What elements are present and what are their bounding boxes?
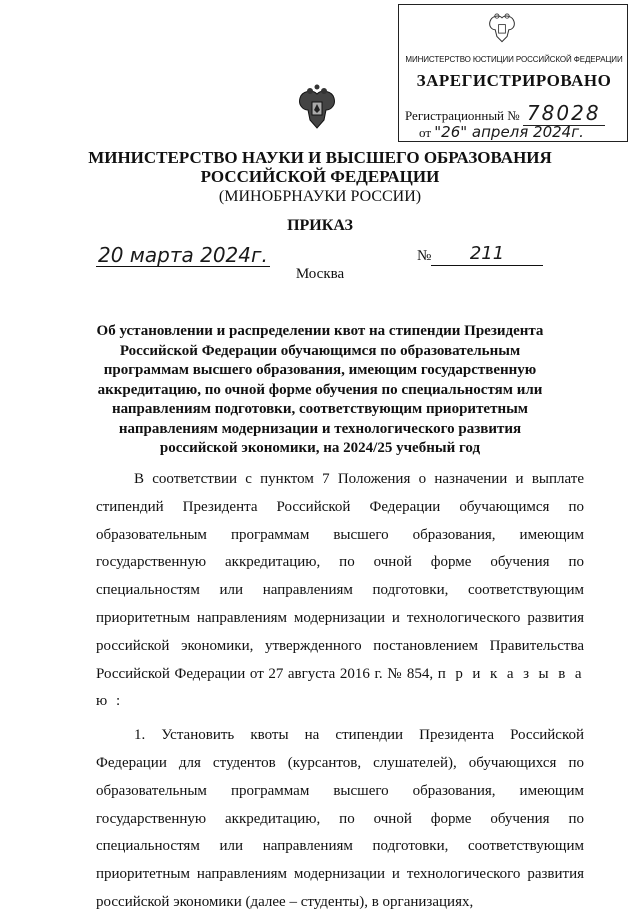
stamp-date-line (405, 123, 584, 141)
ministry-short-name: (МИНОБРНАУКИ РОССИИ) (218, 188, 422, 205)
ministry-title-line2: РОССИЙСКОЙ ФЕДЕРАЦИИ (200, 167, 440, 186)
stamp-reg-label: Регистрационный № (405, 108, 520, 123)
order-number: 211 (431, 243, 543, 266)
body-paragraph-1-text: В соответствии с пунктом 7 Положения о назначении и выплате стипендий Президента Российской Федерации обучающимся по образовательным программам высшего образования, имеющим государственную аккредитацию, по очной форме обучения по специальностям или направлениям подготовки, соответствующим приоритетным направлениям модернизации и технологического развития российской экономики, утвержденного постановлением Правительства Российской Федерации от 27 августа 2016 г. № 854, (96, 471, 584, 682)
stamp-date-value: "26" апреля 2024г. (434, 123, 584, 141)
order-subject: Об установлении и распределении квот на стипендии Президента Российской Федерации обучающимся по образовательным программам высшего образования, имеющим государственную аккредитацию, по очной форме обучения по специальностям или направлениям подготовки, соответствующим приоритетным направлениям модернизации и технологического развития российской экономики, на 2024/25 учебный год (96, 323, 544, 456)
document-type: ПРИКАЗ (287, 217, 353, 234)
stamp-date-prefix: от (419, 125, 432, 140)
coat-of-arms-icon (485, 11, 519, 45)
order-directive: п р и к а з ы в а ю : (96, 665, 585, 710)
stamp-ministry-name: МИНИСТЕРСТВО ЮСТИЦИИ РОССИЙСКОЙ ФЕДЕРАЦИИ (405, 55, 623, 64)
order-date: 20 марта 2024г. (98, 243, 268, 267)
order-body (96, 466, 584, 917)
body-paragraph-1 (96, 466, 584, 716)
body-paragraph-2: 1. Установить квоты на стипендии Президента Российской Федерации для студентов (курсантов, слушателей), обучающихся по образовательным программам высшего образования, имеющим государственную аккредитацию, по очной форме обучения по специальностям или направлениям подготовки, соответствующим приоритетным направлениям модернизации и технологического развития российской экономики (далее – студенты), в организациях, (96, 727, 584, 910)
stamp-reg-number-line (405, 101, 605, 125)
ministry-title-line1: МИНИСТЕРСТВО НАУКИ И ВЫСШЕГО ОБРАЗОВАНИЯ (88, 148, 552, 167)
ministry-title (60, 148, 580, 186)
order-city: Москва (295, 266, 345, 282)
order-number-label: № (417, 248, 432, 264)
coat-of-arms-icon (294, 84, 340, 132)
stamp-reg-number: 78028 (523, 101, 605, 126)
stamp-registered-label: ЗАРЕГИСТРИРОВАНО (416, 71, 612, 90)
registration-stamp (398, 4, 628, 142)
